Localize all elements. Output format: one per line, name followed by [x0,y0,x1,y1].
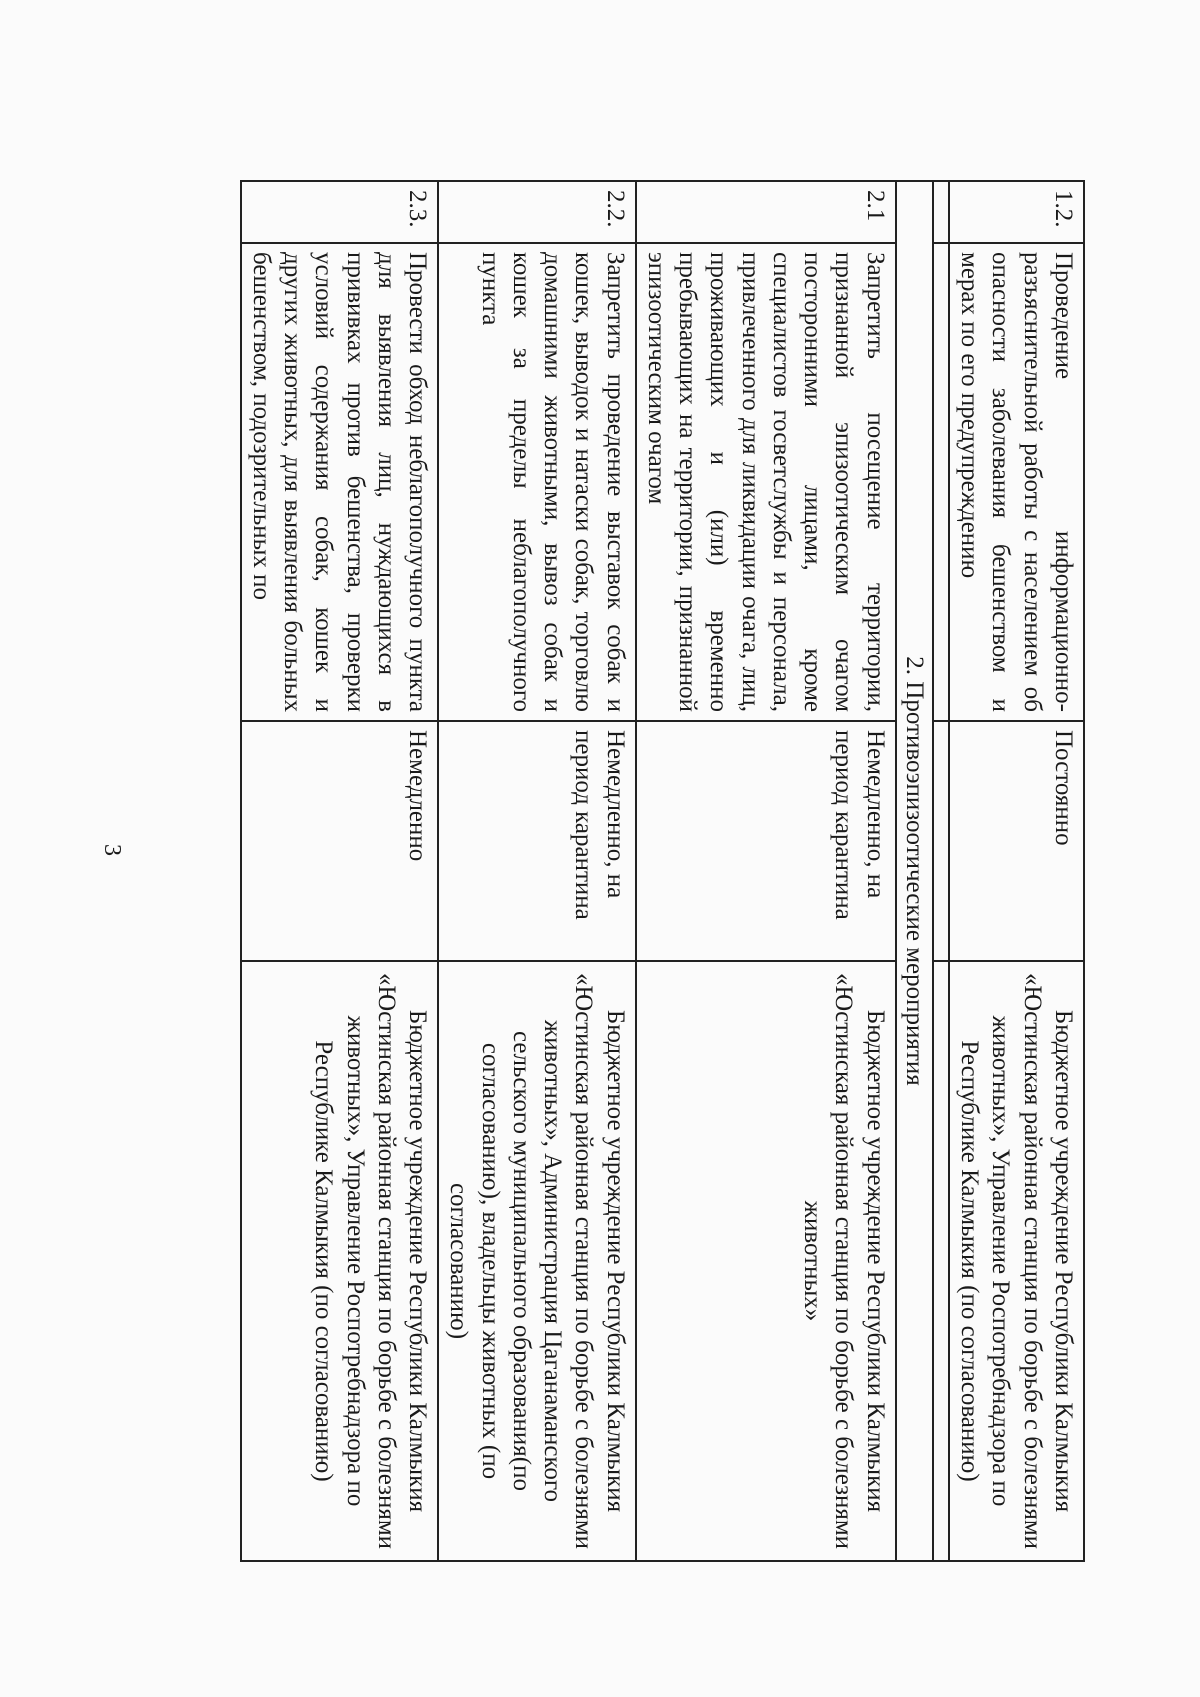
measure-responsible: Бюджетное учреждение Республики Калмыкия «Юстинская районная станция по борьбе с болезнями животных», Управление Роспотребнадзора по Республике Калмыкия (по согласованию) [241,961,439,1561]
measure-text: Проведение информационно-разъяснительной работы с населением об опасности заболевания бешенством и мерах по его предупреждению [949,243,1084,721]
measures-table-container [135,180,1085,1560]
measures-table [240,180,1085,1562]
section-title: 2. Противоэпизоотические мероприятия [896,181,933,1561]
table-row-2-3 [241,181,439,1561]
section-header-row [896,181,933,1561]
measure-term: Постоянно [949,721,1084,961]
measure-responsible: Бюджетное учреждение Республики Калмыкия «Юстинская районная станция по борьбе с болезнями животных», Администрация Цаганаманского сельского муниципального образования(по согласованию), владельцы животных (по согласованию) [438,961,636,1561]
spacer-row [933,181,949,1561]
page-number: 3 [99,844,125,856]
measure-responsible: Бюджетное учреждение Республики Калмыкия «Юстинская районная станция по борьбе с болезнями животных» [636,961,896,1561]
row-number: 2.1 [636,181,896,243]
measure-text: Запретить проведение выставок собак и кошек, выводок и натаски собак, торговлю домашними животными, вывоз собак и кошек за пределы неблагополучного пункта [438,243,636,721]
row-number: 1.2. [949,181,1084,243]
table-row-2-1 [636,181,896,1561]
row-number: 2.2. [438,181,636,243]
measure-text: Запретить посещение территории, признанной эпизоотическим очагом посторонними лицами, кроме специалистов госветслужбы и персонала, привлеченного для ликвидации очага, лиц, проживающих и (или) временно пребывающих на территории, признанной эпизоотическим очагом [636,243,896,721]
measure-term: Немедленно, на период карантина [636,721,896,961]
row-number: 2.3. [241,181,439,243]
table-row-1-2 [949,181,1084,1561]
table-row-2-2 [438,181,636,1561]
measure-text: Провести обход неблагополучного пункта для выявления лиц, нуждающихся в прививках против бешенства, проверки условий содержания собак, кошек и других животных, для выявления больных бешенством, подозрительных по [241,243,439,721]
measure-responsible: Бюджетное учреждение Республики Калмыкия «Юстинская районная станция по борьбе с болезнями животных», Управление Роспотребнадзора по Республике Калмыкия (по согласованию) [949,961,1084,1561]
measure-term: Немедленно, на период карантина [438,721,636,961]
measure-term: Немедленно [241,721,439,961]
